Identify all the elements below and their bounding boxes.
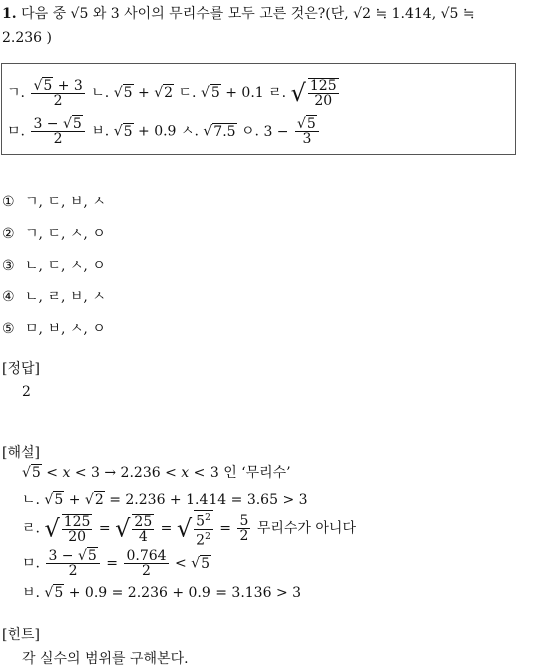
item-d-label: ㄹ.	[268, 85, 287, 101]
choice-5-mark: ⑤	[2, 321, 15, 337]
hint-text: 각 실수의 범위를 구해본다.	[22, 651, 189, 667]
item-e-fraction: $\frac{3 - √5}{2}$	[31, 117, 84, 146]
item-e-label: ㅁ.	[7, 123, 25, 140]
item-a-fraction: $\frac{√5 + 3}{2}$	[33, 77, 83, 109]
explanation-line-3: ㄹ. √ $\frac{125}{20}$ = √ $\frac{25}{4}$ = √ $\frac{5^2}{2^2}$ = $\frac{5}{2}$ 무리수가 아니다	[22, 510, 356, 547]
choice-1-text: ㄱ, ㄷ, ㅂ, ㅅ	[25, 194, 106, 210]
item-h-label: ㅇ.	[241, 123, 259, 140]
item-a-label: ㄱ.	[7, 85, 25, 101]
item-c-expr: √5 + 0.1	[200, 85, 264, 101]
explanation-line-2: ㄴ. √5 + √2 = 2.236 + 1.414 = 3.65 > 3	[22, 492, 308, 508]
explanation-line-4: ㅁ. $\frac{3 - √5}{2}$ = $\frac{0.764}{2}$ < √5	[22, 548, 211, 579]
answer-value: 2	[22, 384, 31, 400]
item-f-expr: √5 + 0.9	[113, 123, 177, 140]
choice-3[interactable]	[2, 255, 106, 275]
choice-4[interactable]	[2, 286, 106, 306]
choice-5-text: ㅁ, ㅂ, ㅅ, ㅇ	[25, 321, 106, 337]
choice-2[interactable]	[2, 223, 106, 243]
box-row-1	[7, 78, 341, 108]
explanation-label: [해설]	[2, 445, 40, 461]
item-h-expr: 3 − $\frac{√5}{3}$	[263, 124, 320, 140]
item-b-label: ㄴ.	[91, 85, 110, 101]
choice-1-mark: ①	[2, 194, 15, 210]
explanation-e-label: ㅁ.	[22, 555, 40, 572]
explanation-line-1: √5 < x < 3 → 2.236 < x < 3 인 ‘무리수’	[22, 465, 291, 481]
item-c-label: ㄷ.	[178, 85, 197, 101]
hint-label: [힌트]	[2, 627, 40, 643]
explanation-line-5: ㅂ. √5 + 0.9 = 2.236 + 0.9 = 3.136 > 3	[22, 585, 302, 601]
item-g-expr: √7.5	[203, 123, 236, 140]
box-row-2	[7, 117, 321, 146]
explanation-b-label: ㄴ.	[22, 492, 40, 508]
choice-1[interactable]	[2, 191, 106, 211]
question-text: 다음 중 √5 와 3 사이의 무리수를 모두 고른 것은?(단, √2 ≒ 1.414, √5 ≒	[21, 6, 475, 22]
choice-4-text: ㄴ, ㄹ, ㅂ, ㅅ	[25, 289, 106, 305]
question-number: 1.	[2, 6, 17, 22]
answer-label: [정답]	[2, 361, 40, 377]
item-b-expr: √5 + √2	[113, 85, 174, 101]
explanation-f-label: ㅂ.	[22, 585, 40, 601]
choice-5[interactable]	[2, 318, 106, 338]
choice-3-text: ㄴ, ㄷ, ㅅ, ㅇ	[25, 258, 106, 274]
choice-4-mark: ④	[2, 289, 15, 305]
item-f-label: ㅂ.	[91, 123, 110, 140]
item-d-expr: √ $\frac{125}{20}$	[290, 78, 337, 109]
explanation-d-label: ㄹ.	[22, 520, 40, 537]
choice-2-mark: ②	[2, 226, 15, 242]
question-line-2: 2.236 )	[2, 30, 52, 46]
question-line-1	[2, 3, 475, 23]
choice-3-mark: ③	[2, 258, 15, 274]
explanation-line-1-suffix: 인 ‘무리수’	[223, 465, 291, 481]
choice-2-text: ㄱ, ㄷ, ㅅ, ㅇ	[25, 226, 106, 242]
explanation-line-3-suffix: 무리수가 아니다	[256, 520, 356, 537]
item-g-label: ㅅ.	[180, 123, 199, 140]
